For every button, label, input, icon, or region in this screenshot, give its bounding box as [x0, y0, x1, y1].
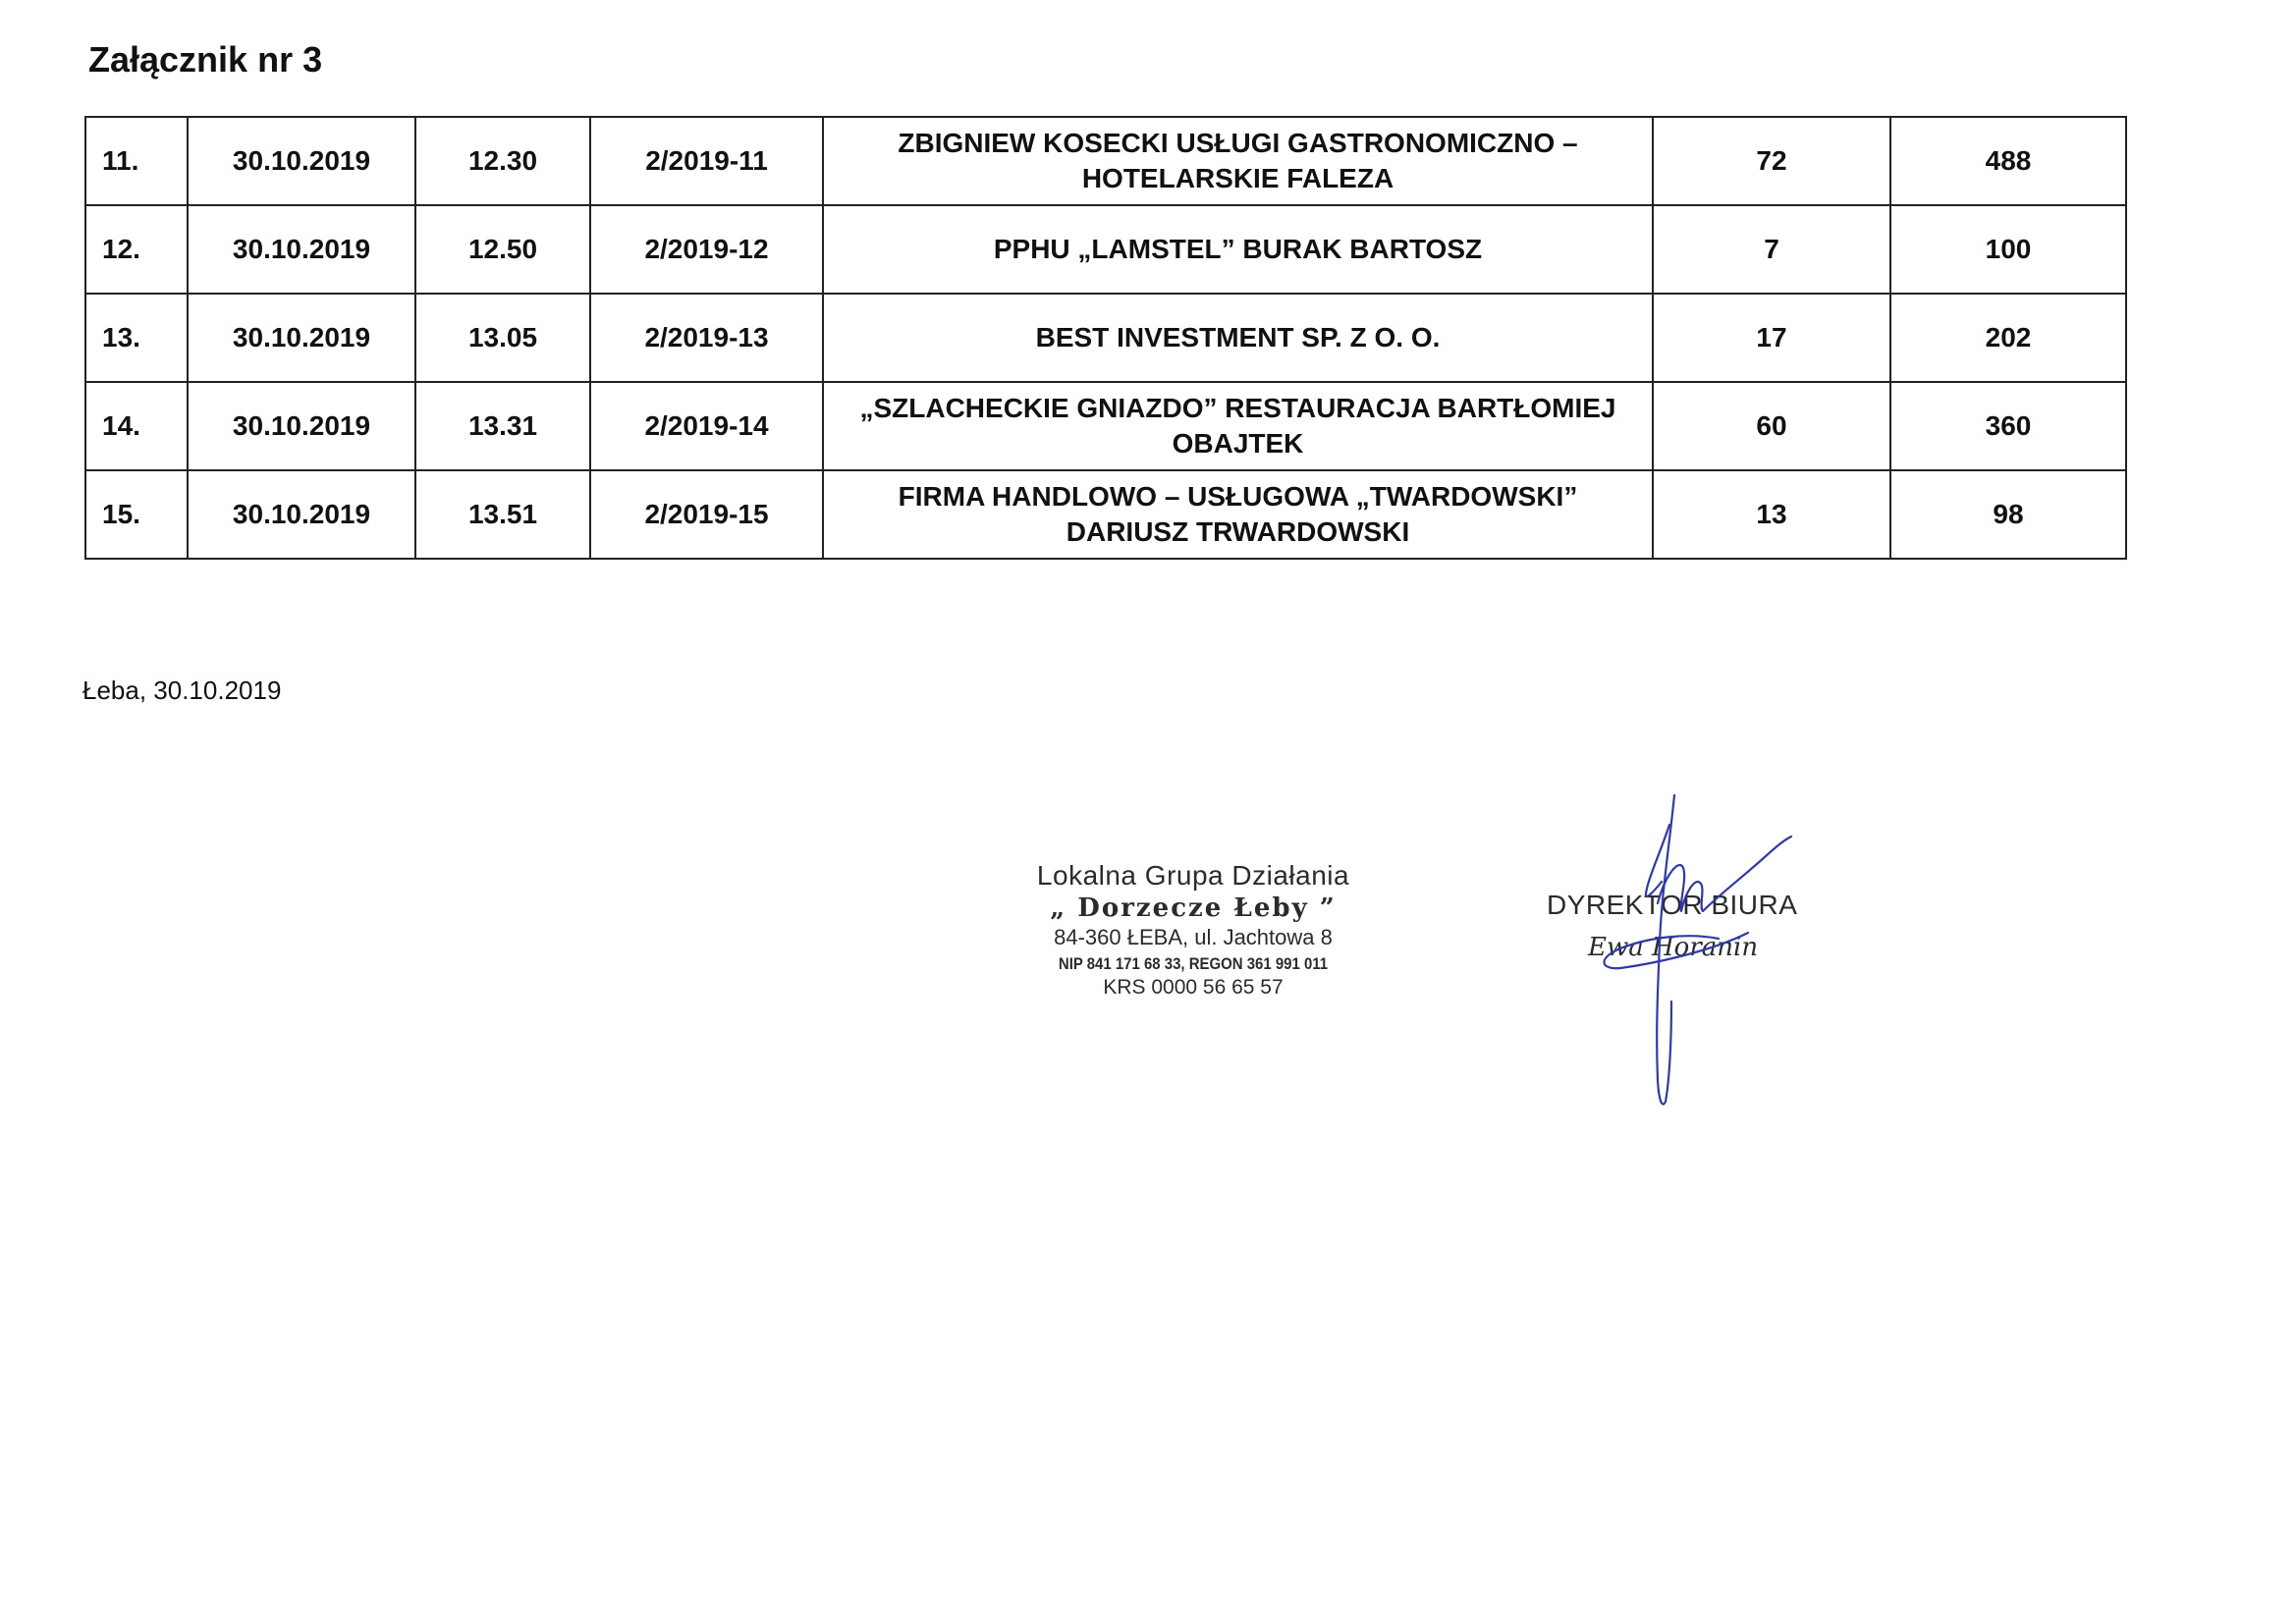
table-row [85, 382, 2126, 470]
row-application-number: 2/2019-15 [590, 470, 823, 559]
place-and-date: Łeba, 30.10.2019 [82, 676, 282, 705]
table-row [85, 117, 2126, 205]
row-number: 13. [85, 294, 188, 382]
row-date: 30.10.2019 [188, 117, 415, 205]
director-title: DYREKTOR BIURA [1547, 890, 1798, 920]
row-application-number: 2/2019-13 [590, 294, 823, 382]
row-applicant-name: FIRMA HANDLOWO – USŁUGOWA „TWARDOWSKI” DARIUSZ TRWARDOWSKI [823, 470, 1653, 559]
stamp-krs: KRS 0000 56 65 57 [1103, 976, 1284, 999]
signature-stroke [1703, 837, 1791, 911]
row-time: 13.05 [415, 294, 590, 382]
row-value-1: 60 [1653, 382, 1890, 470]
row-time: 12.30 [415, 117, 590, 205]
row-application-number: 2/2019-11 [590, 117, 823, 205]
stamp-address: 84-360 ŁEBA, ul. Jachtowa 8 [1054, 925, 1333, 949]
row-number: 15. [85, 470, 188, 559]
row-applicant-name: BEST INVESTMENT SP. Z O. O. [823, 294, 1653, 382]
table-row [85, 294, 2126, 382]
row-time: 13.51 [415, 470, 590, 559]
row-applicant-name: ZBIGNIEW KOSECKI USŁUGI GASTRONOMICZNO – HOTELARSKIE FALEZA [823, 117, 1653, 205]
row-value-2: 100 [1890, 205, 2126, 294]
row-value-1: 7 [1653, 205, 1890, 294]
organization-stamp [992, 860, 1394, 1000]
row-time: 13.31 [415, 382, 590, 470]
row-time: 12.50 [415, 205, 590, 294]
row-applicant-name: „SZLACHECKIE GNIAZDO” RESTAURACJA BARTŁOMIEJ OBAJTEK [823, 382, 1653, 470]
signature-stroke [1657, 795, 1674, 1105]
row-number: 14. [85, 382, 188, 470]
row-value-2: 488 [1890, 117, 2126, 205]
table-row [85, 205, 2126, 294]
stamp-organization-name: Lokalna Grupa Działania [1036, 860, 1350, 891]
stamp-tax-ids: NIP 841 171 68 33, REGON 361 991 011 [1058, 954, 1329, 973]
applications-table [84, 116, 2127, 560]
stamp-organization-subname: „ Dorzecze Łeby ” [1050, 893, 1337, 923]
row-value-2: 98 [1890, 470, 2126, 559]
row-number: 12. [85, 205, 188, 294]
handwritten-signature [1552, 785, 1846, 1119]
row-date: 30.10.2019 [188, 382, 415, 470]
table-row [85, 470, 2126, 559]
row-value-1: 72 [1653, 117, 1890, 205]
row-value-2: 360 [1890, 382, 2126, 470]
row-date: 30.10.2019 [188, 205, 415, 294]
row-number: 11. [85, 117, 188, 205]
row-date: 30.10.2019 [188, 294, 415, 382]
director-name: Ewa Horanin [1588, 933, 1759, 962]
row-applicant-name: PPHU „LAMSTEL” BURAK BARTOSZ [823, 205, 1653, 294]
row-value-1: 17 [1653, 294, 1890, 382]
row-value-1: 13 [1653, 470, 1890, 559]
row-date: 30.10.2019 [188, 470, 415, 559]
row-application-number: 2/2019-14 [590, 382, 823, 470]
row-value-2: 202 [1890, 294, 2126, 382]
signature-stroke [1604, 933, 1748, 968]
row-application-number: 2/2019-12 [590, 205, 823, 294]
document-title: Załącznik nr 3 [88, 39, 323, 80]
